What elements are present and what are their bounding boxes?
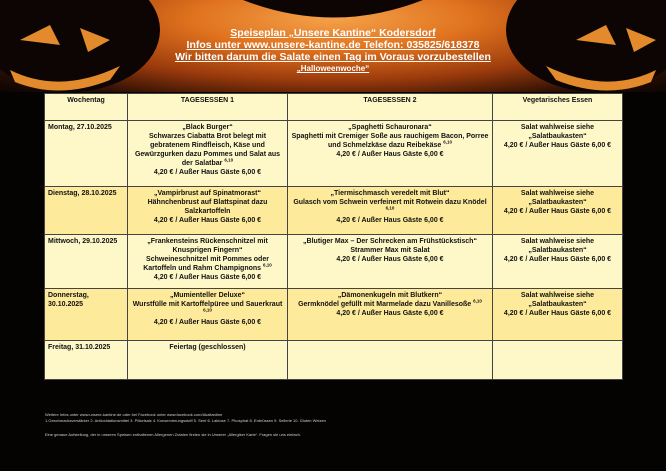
empty-cell [493,341,623,380]
dish-name: „Dämonenkugeln mit Blutkern“ [337,292,443,299]
veg-text: Salat wahlweise siehe „Salatbaukasten“ [520,292,595,308]
day-cell: Mittwoch, 29.10.2025 [45,235,128,289]
page-title: Speiseplan „Unsere Kantine“ Kodersdorf [230,27,436,39]
dish-price: 4,20 € / Außer Haus Gäste 6,00 € [336,217,444,224]
dish-cell [128,235,288,289]
dish-cell [288,187,493,235]
salad-notice: Wir bitten darum die Salate einen Tag im Voraus vorzubestellen [175,51,491,63]
dish-price: 4,20 € / Außer Haus Gäste 6,00 € [153,319,262,326]
allergen-note: 6,10 [443,139,452,145]
dish-name: „Mumienteller Deluxe“ [169,292,246,299]
dish-cell [288,121,493,187]
dish-description: Schweineschnitzel mit Pommes oder Kartoffeln und Rahm Champignons $^{6,10}$ [143,256,272,272]
dish-cell [288,235,493,289]
dish-cell [128,187,288,235]
table-row [45,341,623,380]
day-cell: Dienstag, 28.10.2025 [45,187,128,235]
day-cell: Freitag, 31.10.2025 [45,341,128,380]
dish-description: Hähnchenbrust auf Blattspinat dazu Salzkartoffeln [147,199,268,215]
column-header-day: Wochentag [45,94,128,121]
column-header-menu1: TAGESESSEN 1 [128,94,288,121]
veg-cell [493,187,623,235]
dish-price: 4,20 € / Außer Haus Gäste 6,00 € [153,274,262,281]
dish-price: 4,20 € / Außer Haus Gäste 6,00 € [153,217,262,224]
dish-name: „Black Burger“ [182,124,233,131]
veg-cell [493,289,623,341]
column-header-menu2: TAGESESSEN 2 [288,94,493,121]
day-cell: Montag, 27.10.2025 [45,121,128,187]
veg-cell [493,121,623,187]
veg-price: 4,20 € / Außer Haus Gäste 6,00 € [503,256,612,263]
veg-cell [493,235,623,289]
dish-description: Schwarzes Ciabatta Brot belegt mit gebratenem Rindfleisch, Käse und Gewürzgurken dazu Pommes und Salat aus der Salatbar $^{6,10}$ [134,133,281,167]
dish-description: Gulasch vom Schwein verfeinert mit Rotwein dazu Knödel $^{6,10}$ [293,199,487,211]
contact-info: Infos unter www.unsere-kantine.de Telefon: 035825/618378 [186,39,480,51]
veg-price: 4,20 € / Außer Haus Gäste 6,00 € [503,208,612,215]
menu-table [44,93,623,380]
dish-cell [288,289,493,341]
dish-description: Strammer Max mit Salat [350,247,430,254]
footer-info: Weitere Infos unter www.unsere-kantine.de oder bei Facebook unter www.facebook.com/Akaltantine [45,412,223,417]
allergen-legend: 1.Geschmacksverstärker 2. Antioxidationsmittel 3. Pökelsalz 4. Konservierungsstoff 5. Senf 6. Laktose 7. Phosphat 8. Erdnüssen 9. Sellerie 10. Gluten Weizen [45,418,326,423]
pumpkin-center-icon [233,0,433,30]
dish-name: „Spaghetti Schauronara“ [348,124,432,131]
dish-name: „Tiermischmasch veredelt mit Blut“ [330,190,450,197]
allergen-note: 6,10 [385,205,395,211]
week-theme: „Halloweenwoche“ [296,64,370,73]
day-cell: Donnerstag, 30.10.2025 [45,289,128,341]
dish-cell [128,121,288,187]
veg-text: Salat wahlweise siehe „Salatbaukasten“ [520,238,595,254]
table-row [45,235,623,289]
table-row [45,187,623,235]
dish-description: Wurstfülle mit Kartoffelpüree und Sauerkraut $^{6,10}$ [132,301,283,313]
dish-price: 4,20 € / Außer Haus Gäste 6,00 € [153,169,262,176]
dish-name: „Frankensteins Rückenschnitzel mit Knusprigen Fingern“ [147,238,268,254]
table-row [45,121,623,187]
dish-name: „Vampirbrust auf Spinatmorast“ [154,190,261,197]
dish-price: 4,20 € / Außer Haus Gäste 6,00 € [336,310,444,317]
dish-price: 4,20 € / Außer Haus Gäste 6,00 € [336,151,444,158]
dish-price: 4,20 € / Außer Haus Gäste 6,00 € [336,256,444,263]
veg-price: 4,20 € / Außer Haus Gäste 6,00 € [503,310,612,317]
allergen-note: 6,10 [473,298,482,304]
dish-description: Germknödel gefüllt mit Marmelade dazu Vanillesoße $^{6,10}$ [298,298,482,308]
veg-text: Salat wahlweise siehe „Salatbaukasten“ [520,124,595,140]
allergen-note-footer: Eine genaue Aufstellung, der in unseren Speisen enthaltenen Allergenen Zutaten finden sie in Unserer „Allergiker Karte“. Fragen sie uns einfach. [45,432,301,437]
table-row [45,289,623,341]
allergen-note: 6,10 [224,157,234,163]
holiday-cell: Feiertag (geschlossen) [128,341,288,380]
empty-cell [288,341,493,380]
allergen-note: 6,10 [203,307,212,313]
page-header [0,27,666,74]
veg-text: Salat wahlweise siehe „Salatbaukasten“ [520,190,595,206]
veg-price: 4,20 € / Außer Haus Gäste 6,00 € [503,142,612,149]
column-header-veg: Vegetarisches Essen [493,94,623,121]
dish-cell [128,289,288,341]
allergen-note: 6,10 [263,262,272,268]
dish-name: „Blutiger Max – Der Schrecken am Frühstückstisch“ [303,238,477,245]
dish-description: Spaghetti mit Cremiger Soße aus rauchigem Bacon, Porree und Schmelzkäse dazu Reibekäse $^{6,10}$ [291,133,489,149]
